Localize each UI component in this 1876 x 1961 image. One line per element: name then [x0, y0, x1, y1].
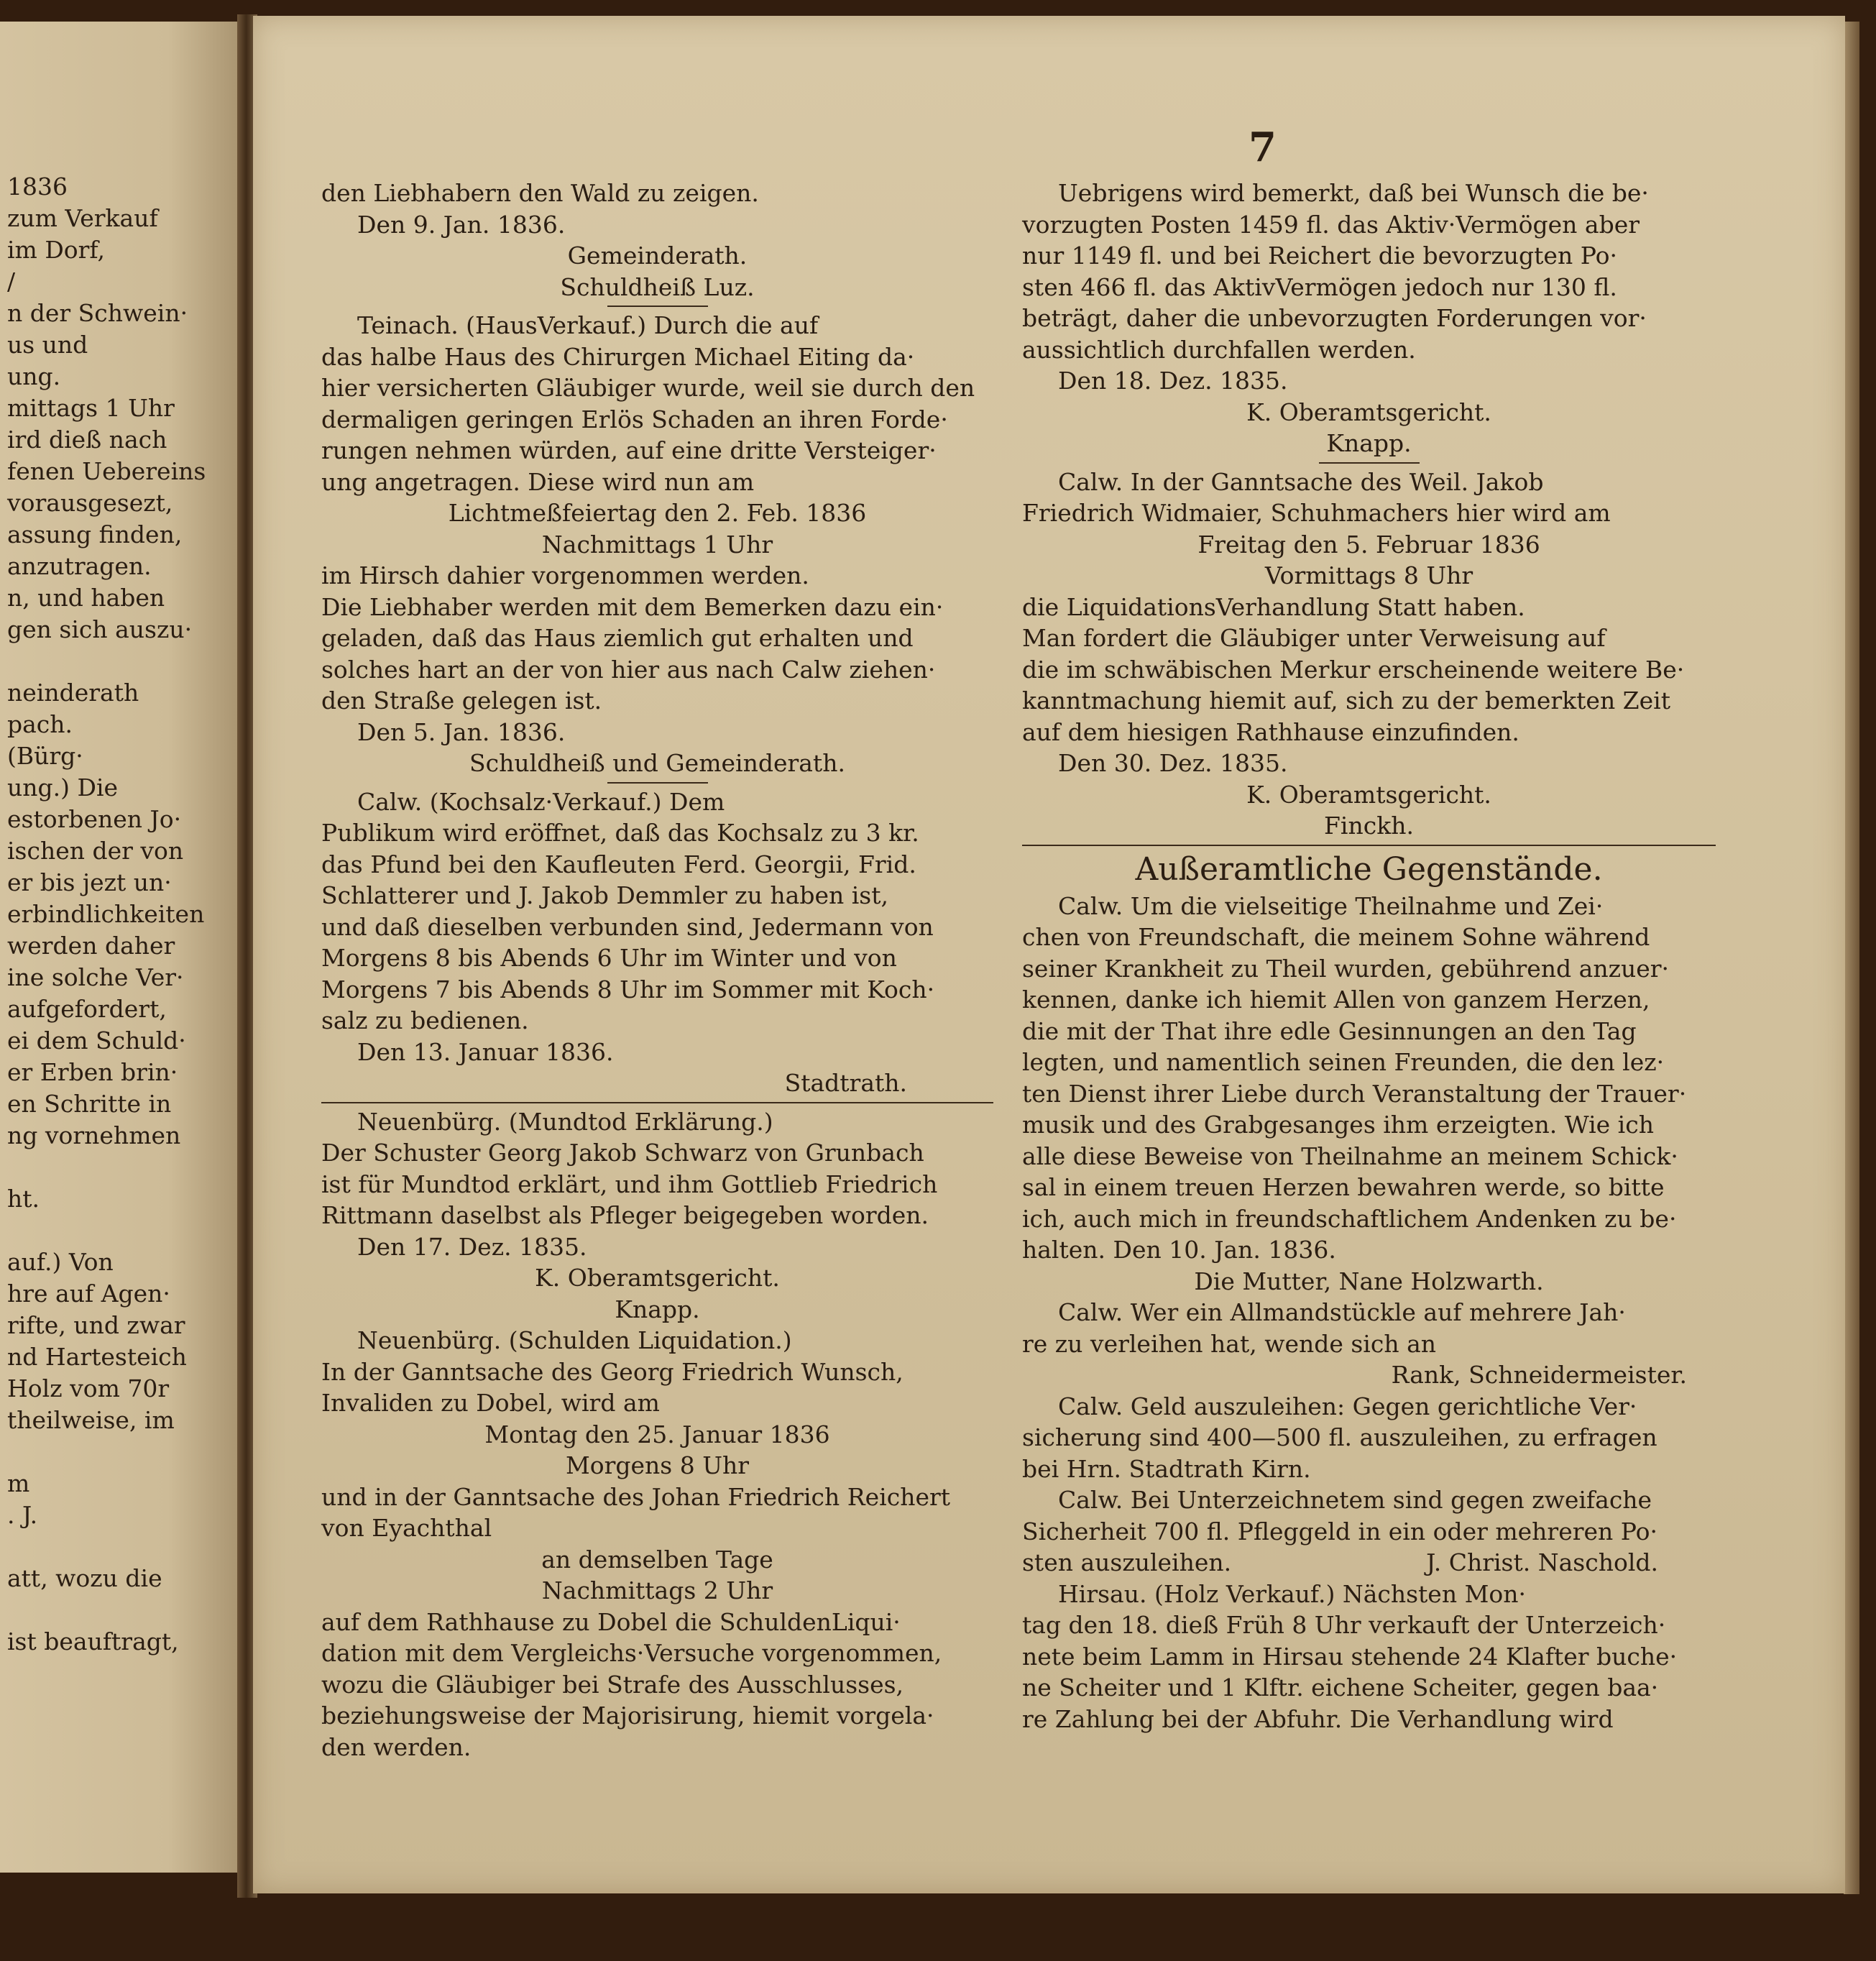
left-page-line: im Dorf, — [7, 236, 105, 264]
signature-naschold: J. Christ. Naschold. — [1426, 1548, 1658, 1576]
text-line: Neuenbürg. (Schulden Liquidation.) — [357, 1326, 792, 1354]
left-page-line: (Bürg· — [7, 742, 83, 770]
text-line: an demselben Tage — [541, 1545, 773, 1574]
text-line: Schuldheiß Luz. — [560, 272, 755, 301]
notice-calw-widmaier — [1022, 467, 1716, 529]
signature-oberamtsgericht — [321, 1262, 993, 1325]
column-right — [1022, 178, 1716, 1735]
text-line: seiner Krankheit zu Theil wurden, gebührend anzuer· — [1022, 954, 1670, 983]
text-line: den werden. — [321, 1732, 472, 1761]
text-line: wozu die Gläubiger bei Strafe des Ausschlusses, — [321, 1670, 904, 1699]
text-line: und daß dieselben verbunden sind, Jedermann von — [321, 912, 934, 941]
notice-teinach-date — [321, 497, 993, 560]
left-page-line: att, wozu die — [7, 1564, 162, 1592]
text-line: re Zahlung bei der Abfuhr. Die Verhandlung wird — [1022, 1704, 1614, 1733]
text-line: hier versicherten Gläubiger wurde, weil sie durch den — [321, 374, 975, 402]
text-line: die LiquidationsVerhandlung Statt haben. — [1022, 592, 1525, 621]
left-page-line: us und — [7, 331, 88, 359]
signature-schuldheiss: Schuldheiß und Gemeinderath. — [469, 749, 845, 777]
left-page-line: zum Verkauf — [7, 204, 158, 232]
text-line: nete beim Lamm in Hirsau stehende 24 Klafter buche· — [1022, 1642, 1678, 1671]
left-page-line: n der Schwein· — [7, 299, 188, 327]
text-line: Nachmittags 1 Uhr — [541, 530, 773, 559]
text-line: Den 18. Dez. 1835. — [1058, 367, 1288, 395]
text-line: Den 17. Dez. 1835. — [357, 1232, 587, 1261]
text-line: Vormittags 8 Uhr — [1264, 561, 1473, 589]
text-line: K. Oberamtsgericht. — [1246, 780, 1491, 809]
left-page-line: ung. — [7, 362, 61, 390]
notice-hirsau-holz — [1022, 1579, 1716, 1735]
notice-calw-danksagung — [1022, 891, 1716, 1266]
text-line: Hirsau. (Holz Verkauf.) Nächsten Mon· — [1058, 1579, 1526, 1608]
notice-calw-geld — [1022, 1391, 1716, 1485]
left-page-line: gen sich auszu· — [7, 615, 193, 643]
left-page-line: Holz vom 70r — [7, 1374, 170, 1402]
text-line: Uebrigens wird bemerkt, daß bei Wunsch die be· — [1058, 179, 1649, 207]
notice-widmaier-cont — [1022, 592, 1716, 779]
left-page-line: pach. — [7, 710, 73, 738]
left-page-line: erbindlichkeiten — [7, 900, 205, 928]
left-page-line: ei dem Schuld· — [7, 1027, 186, 1055]
left-page-line: hre auf Agen· — [7, 1280, 170, 1308]
left-page-line: assung finden, — [7, 520, 183, 548]
left-page-line: auf.) Von — [7, 1248, 114, 1276]
text-line: sicherung sind 400—500 fl. auszuleihen, zu erfragen — [1022, 1423, 1657, 1451]
notice-liquidation-date — [321, 1419, 993, 1482]
text-line: sten 466 fl. das AktivVermögen jedoch nur 130 fl. — [1022, 272, 1617, 301]
text-line: Den 30. Dez. 1835. — [1058, 749, 1288, 777]
divider — [1319, 462, 1420, 464]
left-page-line: er Erben brin· — [7, 1058, 178, 1086]
notice-teinach-cont — [321, 560, 993, 748]
left-page-line: ng vornehmen — [7, 1121, 181, 1149]
text-line: Teinach. (HausVerkauf.) Durch die auf — [357, 311, 819, 339]
signature-oberamtsgericht-knapp — [1022, 397, 1716, 459]
text-line: solches hart an der von hier aus nach Calw ziehen· — [321, 655, 936, 684]
text-line: geladen, daß das Haus ziemlich gut erhalten und — [321, 624, 914, 652]
page-number: 7 — [1249, 124, 1277, 171]
text-line: alle diese Beweise von Theilnahme an meinem Schick· — [1022, 1142, 1678, 1170]
text-line: Morgens 8 bis Abends 6 Uhr im Winter und von — [321, 944, 897, 972]
text-line: Morgens 7 bis Abends 8 Uhr im Sommer mit Koch· — [321, 975, 935, 1004]
text-line: dermaligen geringen Erlös Schaden an ihren Forde· — [321, 405, 948, 433]
notice-date: Den 13. Januar 1836. — [357, 1037, 614, 1066]
text-line: Calw. Geld auszuleihen: Gegen gerichtliche Ver· — [1058, 1392, 1637, 1420]
notice-widmaier-date — [1022, 529, 1716, 592]
text-line: K. Oberamtsgericht. — [535, 1264, 780, 1292]
text-line: sten auszuleihen. — [1022, 1548, 1232, 1576]
page-edge — [1844, 22, 1859, 1894]
text-line: beträgt, daher die unbevorzugten Forderungen vor· — [1022, 304, 1647, 332]
text-line: ten Dienst ihrer Liebe durch Veranstaltung der Trauer· — [1022, 1079, 1687, 1108]
text-line: beziehungsweise der Majorisirung, hiemit vorgela· — [321, 1701, 934, 1730]
text-line: bei Hrn. Stadtrath Kirn. — [1022, 1454, 1311, 1483]
text-line: Invaliden zu Dobel, wird am — [321, 1389, 660, 1417]
text-line: Man fordert die Gläubiger unter Verweisung auf — [1022, 624, 1606, 652]
text-line: die mit der That ihre edle Gesinnungen an den Tag — [1022, 1016, 1637, 1045]
text-line: Calw. Wer ein Allmandstückle auf mehrere Jah· — [1058, 1298, 1626, 1326]
text-line: chen von Freundschaft, die meinem Sohne während — [1022, 923, 1650, 951]
left-page-line: rifte, und zwar — [7, 1311, 185, 1339]
left-page-line: . J. — [7, 1501, 38, 1529]
text-line: den Straße gelegen ist. — [321, 686, 602, 715]
text-line: ist für Mundtod erklärt, und ihm Gottlieb Friedrich — [321, 1170, 938, 1198]
text-line: aussichtlich durchfallen werden. — [1022, 335, 1416, 364]
notice-liquidation-cont — [321, 1607, 993, 1763]
left-page-line: fenen Uebereins — [7, 457, 206, 485]
signature-stadtrath: Stadtrath. — [784, 1069, 907, 1097]
paragraph-uebrigens — [1022, 178, 1716, 397]
text-line: die im schwäbischen Merkur erscheinende weitere Be· — [1022, 655, 1685, 684]
left-page-line: ird dieß nach — [7, 426, 167, 454]
left-page-line: m — [7, 1469, 30, 1497]
divider — [607, 306, 708, 307]
text-line: Nachmittags 2 Uhr — [541, 1576, 773, 1604]
left-page-line: theilweise, im — [7, 1406, 175, 1434]
left-page-line: ht. — [7, 1185, 40, 1213]
left-page-line: n, und haben — [7, 584, 165, 612]
text-line: legten, und namentlich seinen Freunden, die den lez· — [1022, 1048, 1665, 1076]
text-line: sal in einem treuen Herzen bewahren werde, so bitte — [1022, 1173, 1665, 1201]
text-line: auf dem hiesigen Rathhause einzufinden. — [1022, 717, 1519, 746]
left-page-line: / — [7, 267, 16, 295]
text-line: Friedrich Widmaier, Schuhmachers hier wird am — [1022, 499, 1611, 527]
left-page-line: nd Hartesteich — [7, 1343, 187, 1371]
text-line: Gemeinderath. — [567, 242, 748, 270]
signature-oberamtsgericht-finckh — [1022, 779, 1716, 842]
notice-teinach — [321, 310, 993, 497]
notice-neuenbuerg-mundtod — [321, 1106, 993, 1263]
text-line: Den 9. Jan. 1836. — [357, 210, 566, 239]
text-line: Rittmann daselbst als Pfleger beigegeben worden. — [321, 1201, 929, 1229]
text-line: Den 5. Jan. 1836. — [357, 717, 566, 746]
text-line: Der Schuster Georg Jakob Schwarz von Grunbach — [321, 1139, 924, 1167]
text-line: Freitag den 5. Februar 1836 — [1197, 530, 1540, 559]
left-page-line: neinderath — [7, 679, 139, 707]
text-line: kennen, danke ich hiemit Allen von ganzem Herzen, — [1022, 986, 1650, 1014]
notice-reichert — [321, 1482, 993, 1544]
left-page-line: ine solche Ver· — [7, 963, 184, 991]
newspaper-page — [253, 16, 1845, 1893]
notice-calw-kochsalz — [321, 786, 993, 1037]
notice-calw-allmand — [1022, 1297, 1716, 1359]
text-line: Finckh. — [1324, 812, 1414, 840]
text-line: ich, auch mich in freundschaftlichem Andenken zu be· — [1022, 1204, 1677, 1233]
text-line: tag den 18. dieß Früh 8 Uhr verkauft der Unterzeich· — [1022, 1611, 1666, 1639]
column-left — [321, 178, 993, 1763]
text-line: Calw. Um die vielseitige Theilnahme und Zei· — [1058, 891, 1604, 920]
signature-gemeinderath — [321, 240, 993, 303]
text-line: Calw. In der Ganntsache des Weil. Jakob — [1058, 467, 1544, 496]
text-line: den Liebhabern den Wald zu zeigen. — [321, 179, 759, 207]
text-line: kanntmachung hiemit auf, sich zu der bemerkten Zeit — [1022, 686, 1670, 715]
text-line: ne Scheiter und 1 Klftr. eichene Scheiter, gegen baa· — [1022, 1673, 1659, 1701]
text-line: Knapp. — [615, 1295, 700, 1323]
text-line: dation mit dem Vergleichs·Versuche vorgenommen, — [321, 1639, 942, 1667]
text-line: Knapp. — [1326, 429, 1412, 457]
divider-full — [321, 1102, 993, 1103]
text-line: Schlatterer und J. Jakob Demmler zu haben ist, — [321, 881, 888, 909]
left-page-line: er bis jezt un· — [7, 868, 172, 896]
text-line: halten. Den 10. Jan. 1836. — [1022, 1236, 1336, 1264]
notice-neuenbuerg-liquidation — [321, 1325, 993, 1419]
divider — [607, 782, 708, 784]
text-line: und in der Ganntsache des Johan Friedrich Reichert — [321, 1482, 951, 1511]
text-line: auf dem Rathhause zu Dobel die SchuldenLiqui· — [321, 1607, 901, 1636]
text-line: Calw. Bei Unterzeichnetem sind gegen zweifache — [1058, 1486, 1652, 1514]
left-page-line: aufgefordert, — [7, 995, 167, 1023]
text-line: vorzugten Posten 1459 fl. das Aktiv·Vermögen aber — [1022, 210, 1640, 239]
text-line: Morgens 8 Uhr — [565, 1451, 750, 1479]
text-line: Neuenbürg. (Mundtod Erklärung.) — [357, 1107, 773, 1136]
text-line: In der Ganntsache des Georg Friedrich Wunsch, — [321, 1357, 903, 1386]
text-line: re zu verleihen hat, wende sich an — [1022, 1329, 1437, 1358]
text-line: das Pfund bei den Kaufleuten Ferd. Georgii, Frid. — [321, 850, 916, 878]
text-line: Sicherheit 700 fl. Pfleggeld in ein oder mehreren Po· — [1022, 1517, 1658, 1546]
text-line: nur 1149 fl. und bei Reichert die bevorzugten Po· — [1022, 242, 1617, 270]
text-line: rungen nehmen würden, auf eine dritte Versteiger· — [321, 436, 937, 464]
signature-holzwarth: Die Mutter, Nane Holzwarth. — [1194, 1267, 1544, 1295]
text-line: Calw. (Kochsalz·Verkauf.) Dem — [357, 787, 725, 816]
divider-full — [1022, 845, 1716, 846]
left-page-line: en Schritte in — [7, 1090, 172, 1118]
text-line: das halbe Haus des Chirurgen Michael Eiting da· — [321, 342, 915, 371]
text-line: Lichtmeßfeiertag den 2. Feb. 1836 — [448, 499, 867, 527]
left-page-fragment — [0, 22, 241, 1873]
text-line: ung angetragen. Diese wird nun am — [321, 467, 755, 496]
text-line: salz zu bedienen. — [321, 1006, 529, 1034]
section-heading: Außeramtliche Gegenstände. — [1135, 850, 1603, 888]
text-line: Die Liebhaber werden mit dem Bemerken dazu ein· — [321, 592, 944, 621]
left-page-line: mittags 1 Uhr — [7, 394, 175, 422]
text-line: Publikum wird eröffnet, daß das Kochsalz zu 3 kr. — [321, 819, 919, 847]
left-page-line: vorausgesezt, — [7, 489, 173, 517]
left-page-line: estorbenen Jo· — [7, 805, 182, 833]
left-page-line: anzutragen. — [7, 552, 152, 580]
text-line: musik und des Grabgesanges ihm erzeigten. Wie ich — [1022, 1111, 1654, 1139]
paragraph-wald — [321, 178, 993, 240]
text-line: von Eyachthal — [321, 1514, 492, 1542]
text-line: Montag den 25. Januar 1836 — [484, 1420, 830, 1448]
signature-rank: Rank, Schneidermeister. — [1391, 1361, 1687, 1389]
notice-reichert-date — [321, 1544, 993, 1607]
left-page-line: ist beauftragt, — [7, 1627, 179, 1655]
left-page-line: werden daher — [7, 932, 175, 960]
left-page-line: 1836 — [7, 173, 68, 201]
left-page-line: ung.) Die — [7, 773, 119, 802]
left-page-line: ischen der von — [7, 837, 184, 865]
text-line: im Hirsch dahier vorgenommen werden. — [321, 561, 809, 589]
text-line: K. Oberamtsgericht. — [1246, 398, 1491, 426]
